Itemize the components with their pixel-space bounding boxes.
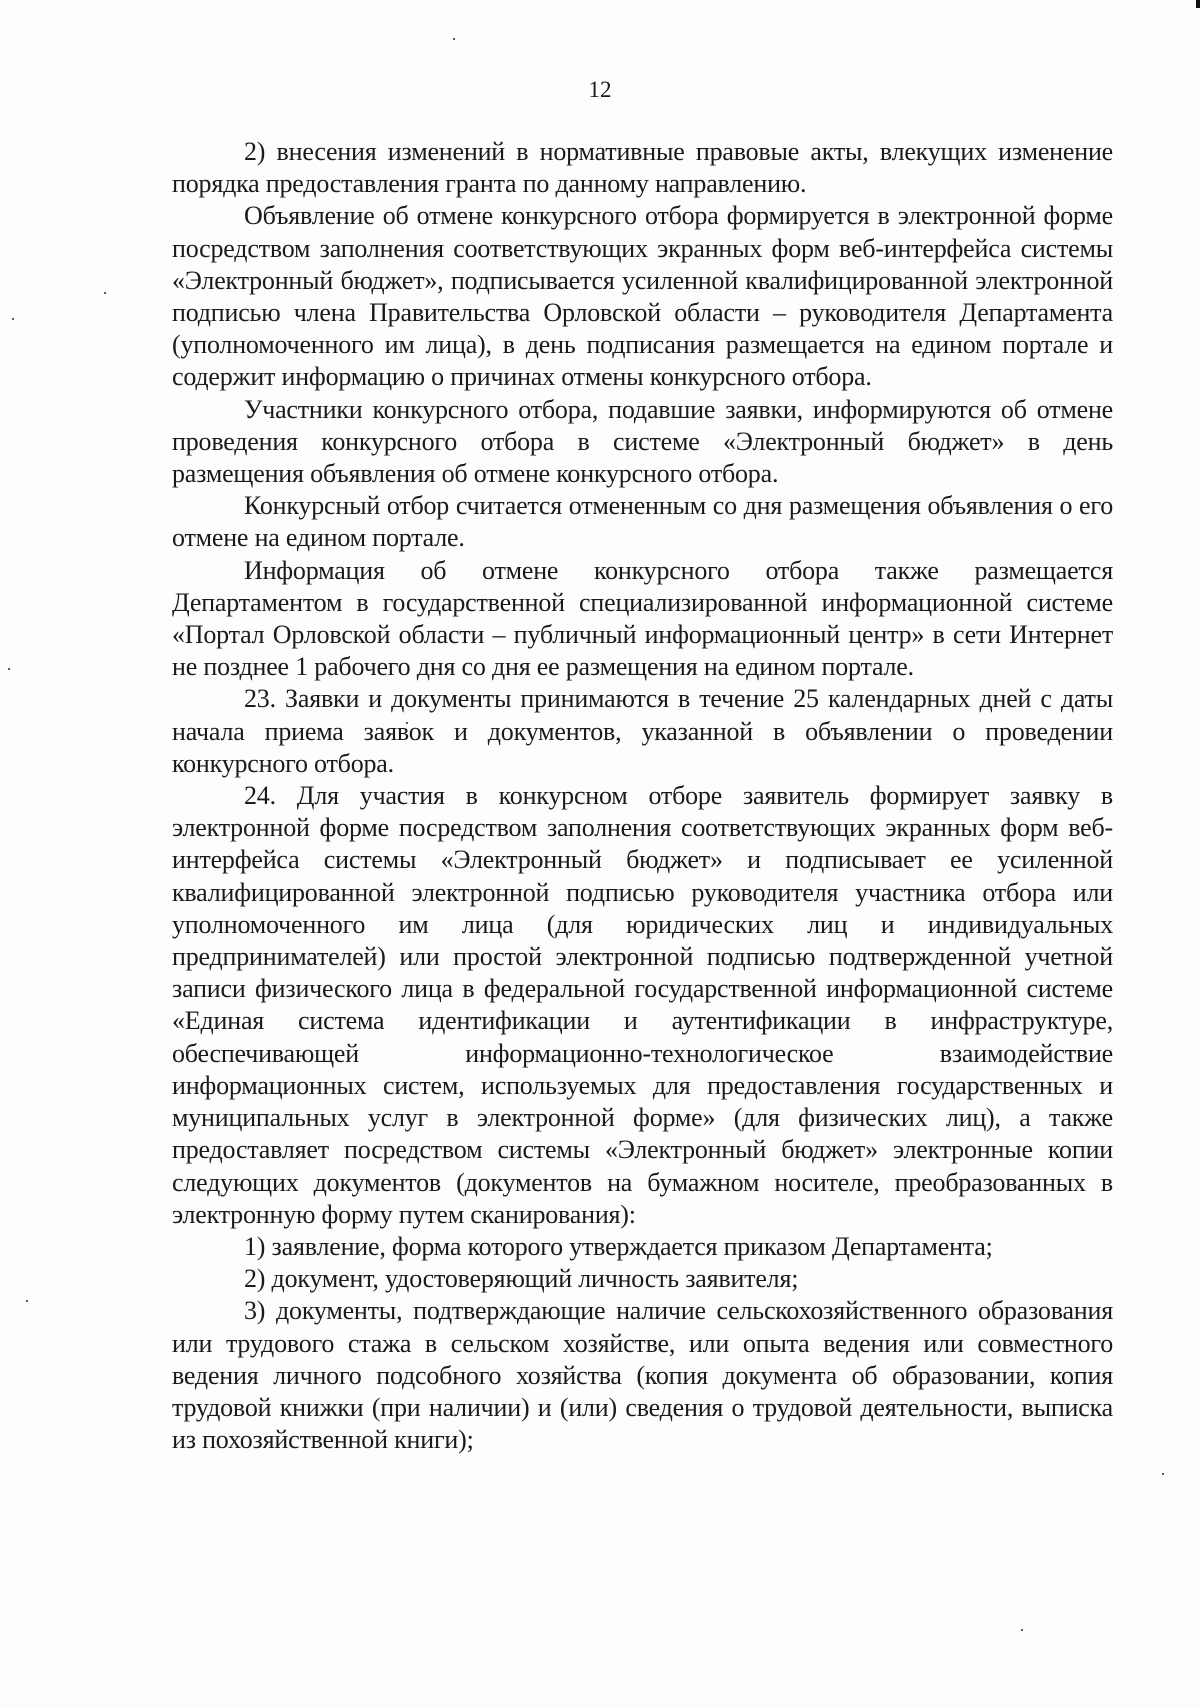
document-body (172, 136, 1113, 1456)
list-item: 3) документы, подтверждающие наличие сельскохозяйственного образования или трудового стажа в сельском хозяйстве, или опыта ведения или совместного ведения личного подсобного хозяйства (копия документа об образовании, копия трудовой книжки (при наличии) и (или) сведения о трудовой деятельности, выписка из похозяйственной книги); (172, 1296, 1113, 1455)
paragraph: 2) внесения изменений в нормативные правовые акты, влекущих изменение порядка предоставления гранта по данному направлению. (172, 137, 1113, 199)
scan-corner-mark (1196, 0, 1200, 8)
scan-speck (8, 668, 10, 670)
page-number: 12 (588, 77, 612, 102)
paragraph: Участники конкурсного отбора, подавшие заявки, информируются об отмене проведения конкурсного отбора в системе «Электронный бюджет» в день размещения объявления об отмене конкурсного отбора. (172, 394, 1113, 489)
paragraph: Объявление об отмене конкурсного отбора формируется в электронной форме посредством заполнения соответствующих экранных форм веб-интерфейса системы «Электронный бюджет», подписывается усиленной квалифицированной электронной подписью члена Правительства Орловской области – руководителя Департамента (уполномоченного им лица), в день подписания размещается на едином портале и содержит информацию о причинах отмены конкурсного отбора. (172, 201, 1113, 392)
paragraph: 23. Заявки и документы принимаются в течение 25 календарных дней с даты начала приема заявок и документов, указанной в объявлении о проведении конкурсного отбора. (172, 684, 1113, 778)
scan-speck (1162, 1473, 1164, 1475)
list-item: 1) заявление, форма которого утверждается приказом Департамента; (244, 1231, 993, 1261)
list-item: 2) документ, удостоверяющий личность заявителя; (244, 1264, 799, 1294)
scan-speck (104, 292, 106, 294)
scan-speck (1021, 1629, 1023, 1631)
paragraph: 24. Для участия в конкурсном отборе заявитель формирует заявку в электронной форме посредством заполнения соответствующих экранных форм веб-интерфейса системы «Электронный бюджет» и подписывает ее усиленной квалифицированной электронной подписью руководителя участника отбора или уполномоченного им лица (для юридических лиц и индивидуальных предпринимателей) или простой электронной подписью подтвержденной учетной записи физического лица в федеральной государственной информационной системе «Единая система идентификации и аутентификации в инфраструктуре, обеспечивающей информационно-технологическое взаимодействие информационных систем, используемых для предоставления государственных и муниципальных услуг в электронной форме» (для физических лиц), а также предоставляет посредством системы «Электронный бюджет» электронные копии следующих документов (документов на бумажном носителе, преобразованных в электронную форму путем сканирования): (172, 781, 1113, 1229)
scan-speck (453, 38, 455, 40)
scan-speck (26, 1300, 28, 1302)
scan-speck (12, 318, 14, 320)
paragraph: Информация об отмене конкурсного отбора также размещается Департаментом в государственной специализированной информационной системе «Портал Орловской области – публичный информационный центр» в сети Интернет не позднее 1 рабочего дня со дня ее размещения на едином портале. (172, 555, 1113, 682)
paragraph: Конкурсный отбор считается отмененным со дня размещения объявления о его отмене на едином портале. (172, 491, 1113, 553)
